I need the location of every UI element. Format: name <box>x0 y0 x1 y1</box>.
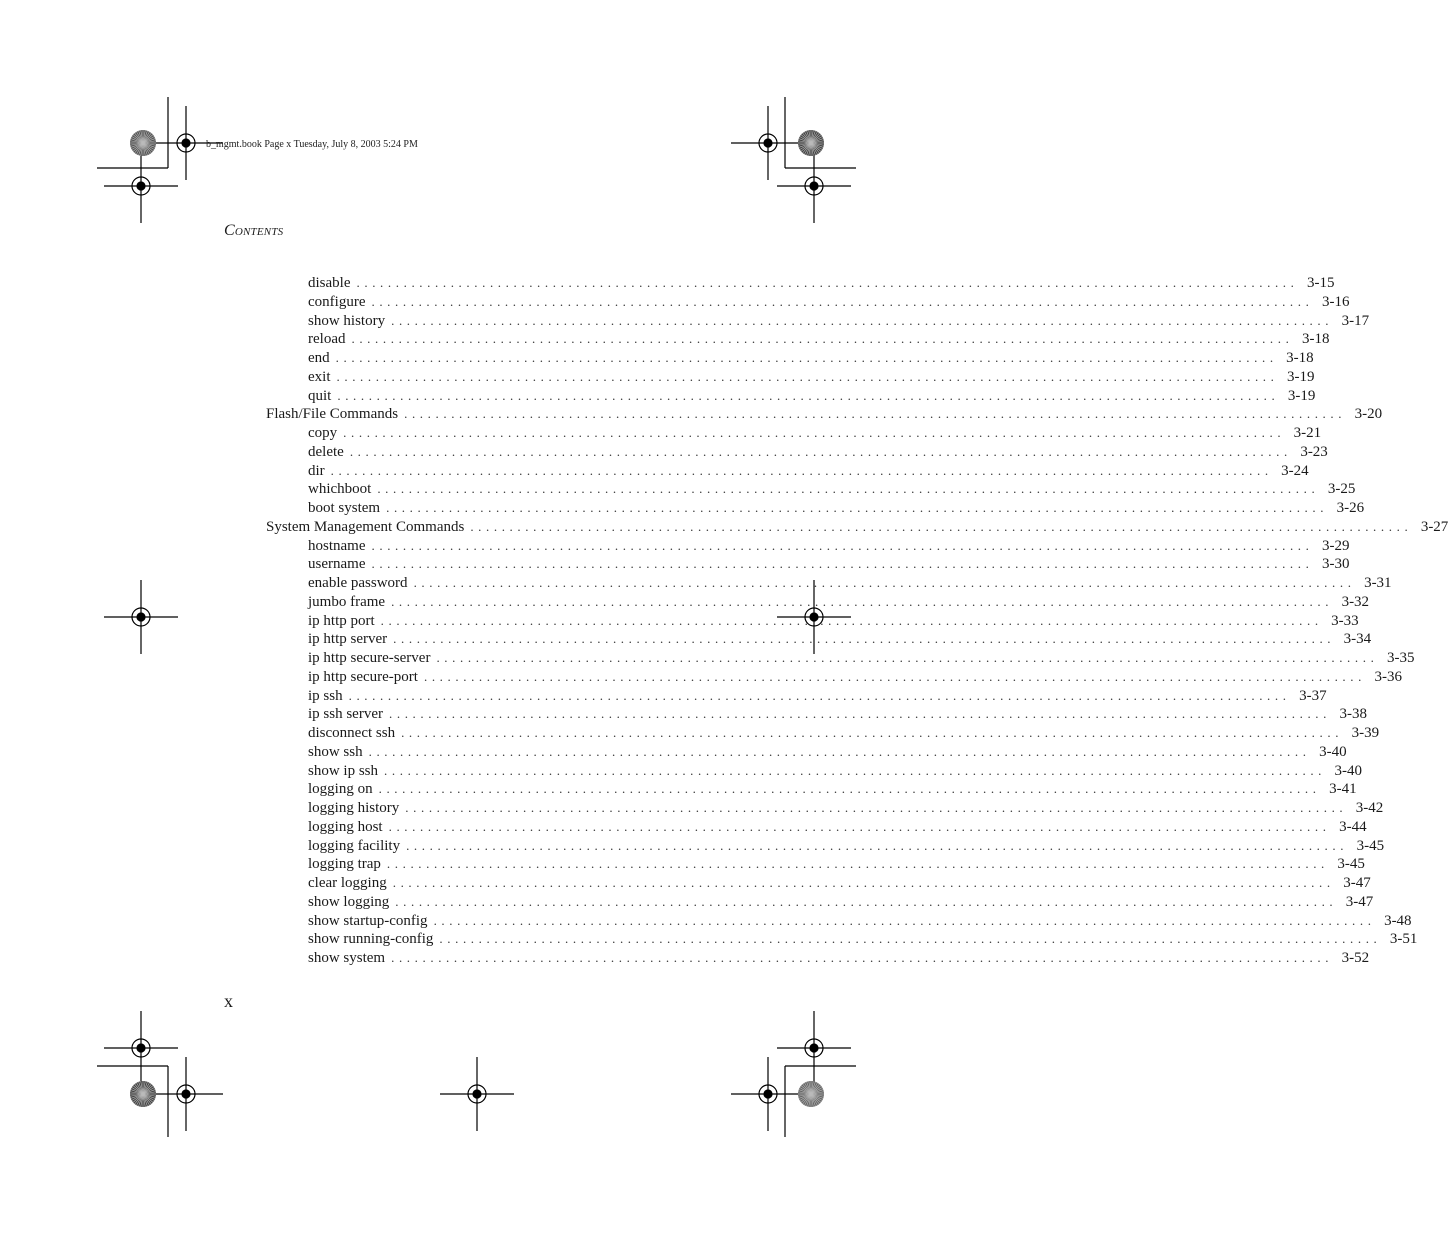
toc-entry <box>266 875 1371 894</box>
starburst-target-icon <box>798 130 824 156</box>
header-stamp: b_mgmt.book Page x Tuesday, July 8, 2003 5:24 PM <box>206 139 418 150</box>
toc-entry-label: show startup-config <box>308 912 428 929</box>
toc-entry-page: 3-25 <box>1327 481 1356 498</box>
registration-mark-icon <box>731 1057 805 1131</box>
toc-leader-dots: ........................................................................................................................ <box>413 575 1356 590</box>
toc-entry <box>266 800 1384 819</box>
toc-entry-page: 3-17 <box>1341 312 1370 329</box>
toc-leader-dots: ........................................................................................................................ <box>401 725 1344 740</box>
starburst-target-icon <box>130 130 156 156</box>
toc-entry-page: 3-36 <box>1374 668 1402 685</box>
toc-leader-dots: ........................................................................................................................ <box>439 931 1382 947</box>
toc-entry-label: exit <box>308 368 331 385</box>
toc-entry-page: 3-19 <box>1287 387 1316 404</box>
toc-entry <box>266 706 1367 725</box>
toc-entry-page: 3-41 <box>1329 781 1357 798</box>
toc-entry-page: 3-16 <box>1321 293 1350 310</box>
registration-mark-icon <box>104 580 178 654</box>
toc-entry-page: 3-35 <box>1386 650 1415 666</box>
toc-entry <box>266 368 1315 388</box>
toc-leader-dots: ........................................................................................................................ <box>343 425 1286 440</box>
toc-entry-label: end <box>308 350 330 366</box>
toc-leader-dots: ........................................................................................................................ <box>335 350 1278 365</box>
toc-entry-label: boot system <box>308 500 381 516</box>
toc-entry-page: 3-42 <box>1355 800 1384 816</box>
toc-leader-dots: ........................................................................................................................ <box>371 293 1314 309</box>
registration-mark-icon <box>777 1011 851 1085</box>
toc-entry-label: show running-config <box>308 931 434 948</box>
toc-entry <box>266 612 1359 632</box>
toc-entry <box>266 912 1412 932</box>
toc-entry-label: logging history <box>308 800 400 816</box>
toc-entry-page: 3-40 <box>1334 762 1363 779</box>
toc-entry <box>266 425 1322 444</box>
toc-entry-page: 3-47 <box>1345 893 1374 910</box>
toc-entry-page: 3-30 <box>1321 556 1350 573</box>
toc-entry <box>266 537 1350 557</box>
toc-entry-label: copy <box>308 425 338 441</box>
toc-entry-page: 3-52 <box>1341 950 1370 966</box>
toc-entry-label: ip ssh server <box>308 706 383 723</box>
toc-entry-page: 3-27 <box>1420 518 1448 535</box>
toc-leader-dots: ........................................................................................................................ <box>404 406 1347 422</box>
toc-leader-dots: ........................................................................................................................ <box>389 706 1331 722</box>
toc-entry-label: jumbo frame <box>308 593 386 610</box>
toc-entry-page: 3-45 <box>1337 856 1365 873</box>
toc-entry-label: show logging <box>308 893 390 910</box>
toc-entry-page: 3-37 <box>1299 687 1327 704</box>
section-title: Contents <box>224 222 284 239</box>
toc-leader-dots: ........................................................................................................................ <box>351 331 1294 347</box>
toc-entry-label: disable <box>308 275 351 291</box>
toc-leader-dots: ........................................................................................................................ <box>378 781 1321 797</box>
toc-leader-dots: ........................................................................................................................ <box>433 912 1376 928</box>
toc-entry <box>266 481 1356 500</box>
registration-mark-icon <box>777 149 851 223</box>
toc-leader-dots: ........................................................................................................................ <box>386 856 1329 872</box>
toc-entry <box>266 837 1385 857</box>
registration-mark-icon <box>104 149 178 223</box>
table-of-contents <box>266 275 1448 969</box>
toc-leader-dots: ........................................................................................................................ <box>371 537 1314 553</box>
toc-leader-dots: ........................................................................................................................ <box>423 668 1366 684</box>
toc-entry-label: ip http secure-port <box>308 668 418 685</box>
toc-entry <box>266 593 1370 613</box>
toc-leader-dots: ........................................................................................................................ <box>348 687 1291 703</box>
toc-entry-page: 3-29 <box>1322 537 1350 554</box>
toc-entry <box>266 387 1316 407</box>
page-number: x <box>224 991 233 1011</box>
toc-entry-page: 3-15 <box>1307 275 1335 291</box>
toc-leader-dots: ........................................................................................................................ <box>388 818 1331 834</box>
toc-leader-dots: ........................................................................................................................ <box>470 518 1413 534</box>
registration-mark-icon <box>149 1057 223 1131</box>
toc-entry <box>266 575 1392 594</box>
toc-entry-label: configure <box>308 293 366 310</box>
toc-entry <box>266 950 1370 969</box>
registration-mark-icon <box>104 1011 178 1085</box>
toc-entry-page: 3-40 <box>1319 743 1347 760</box>
toc-entry <box>266 406 1383 425</box>
toc-entry <box>266 293 1350 313</box>
toc-entry-page: 3-44 <box>1339 818 1367 835</box>
toc-entry-label: ip http secure-server <box>308 650 431 666</box>
toc-entry <box>266 462 1309 482</box>
toc-entry-label: disconnect ssh <box>308 725 396 741</box>
toc-entry-page: 3-34 <box>1343 631 1372 648</box>
toc-entry-label: quit <box>308 387 332 404</box>
toc-entry <box>266 818 1367 838</box>
toc-entry <box>266 725 1380 744</box>
toc-entry-page: 3-39 <box>1351 725 1380 741</box>
toc-entry-label: enable password <box>308 575 408 591</box>
toc-entry-page: 3-48 <box>1384 912 1412 929</box>
toc-entry <box>266 518 1448 538</box>
toc-entry-page: 3-51 <box>1389 931 1418 948</box>
toc-entry-label: ip ssh <box>308 687 343 704</box>
toc-leader-dots: ........................................................................................................................ <box>336 368 1279 384</box>
toc-entry-page: 3-47 <box>1343 875 1371 891</box>
toc-entry-page: 3-18 <box>1286 350 1314 366</box>
toc-entry-label: username <box>308 556 366 573</box>
toc-entry-label: show system <box>308 950 386 966</box>
toc-entry-page: 3-21 <box>1293 425 1322 441</box>
toc-entry <box>266 781 1357 800</box>
toc-leader-dots: ........................................................................................................................ <box>337 387 1280 403</box>
toc-entry-label: dir <box>308 462 325 479</box>
toc-leader-dots: ........................................................................................................................ <box>436 650 1379 665</box>
toc-entry-page: 3-24 <box>1281 462 1309 479</box>
toc-entry-page: 3-20 <box>1354 406 1383 423</box>
toc-entry-label: logging trap <box>308 856 381 873</box>
toc-leader-dots: ........................................................................................................................ <box>406 837 1349 853</box>
toc-leader-dots: ........................................................................................................................ <box>380 612 1323 628</box>
toc-entry-label: logging on <box>308 781 373 798</box>
toc-entry <box>266 556 1350 575</box>
toc-entry-label: delete <box>308 443 344 460</box>
toc-entry <box>266 743 1347 763</box>
toc-entry-label: Flash/File Commands <box>266 406 399 423</box>
toc-leader-dots: ........................................................................................................................ <box>395 893 1338 909</box>
toc-entry-label: hostname <box>308 537 366 554</box>
toc-entry-label: ip http port <box>308 612 375 629</box>
toc-leader-dots: ........................................................................................................................ <box>391 312 1334 328</box>
toc-entry-page: 3-23 <box>1300 443 1328 460</box>
toc-entry-page: 3-31 <box>1364 575 1392 591</box>
toc-entry <box>266 856 1365 875</box>
toc-entry-page: 3-32 <box>1341 593 1370 610</box>
toc-entry <box>266 631 1372 650</box>
toc-leader-dots: ........................................................................................................................ <box>391 593 1334 609</box>
toc-entry-label: show history <box>308 312 386 329</box>
toc-entry <box>266 762 1363 782</box>
toc-entry-page: 3-33 <box>1331 612 1359 629</box>
toc-leader-dots: ........................................................................................................................ <box>371 556 1314 572</box>
toc-entry <box>266 687 1327 707</box>
toc-leader-dots: ........................................................................................................................ <box>377 481 1320 497</box>
starburst-target-icon <box>798 1081 824 1107</box>
toc-entry-label: ip http server <box>308 631 388 648</box>
toc-entry-page: 3-18 <box>1301 331 1330 348</box>
toc-entry-label: show ssh <box>308 743 363 760</box>
toc-entry <box>266 275 1335 294</box>
toc-entry-page: 3-45 <box>1356 837 1385 854</box>
toc-entry-label: whichboot <box>308 481 372 498</box>
toc-entry <box>266 650 1415 669</box>
toc-leader-dots: ........................................................................................................................ <box>356 275 1299 290</box>
toc-leader-dots: ........................................................................................................................ <box>368 743 1311 759</box>
toc-entry-label: show ip ssh <box>308 762 379 779</box>
toc-entry <box>266 312 1370 332</box>
toc-entry <box>266 443 1328 463</box>
registration-mark-icon <box>731 106 805 180</box>
toc-entry <box>266 931 1418 950</box>
toc-entry <box>266 350 1314 369</box>
toc-entry-page: 3-26 <box>1336 500 1365 516</box>
toc-leader-dots: ........................................................................................................................ <box>392 875 1335 890</box>
toc-entry <box>266 668 1402 688</box>
toc-entry <box>266 893 1374 913</box>
toc-entry-label: reload <box>308 331 346 348</box>
starburst-target-icon <box>130 1081 156 1107</box>
toc-entry-label: logging facility <box>308 837 401 854</box>
toc-leader-dots: ........................................................................................................................ <box>386 500 1329 515</box>
toc-leader-dots: ........................................................................................................................ <box>391 950 1334 965</box>
registration-mark-icon <box>440 1057 514 1131</box>
toc-entry-label: System Management Commands <box>266 518 465 535</box>
toc-entry-page: 3-38 <box>1339 706 1367 723</box>
toc-entry-label: logging host <box>308 818 383 835</box>
toc-entry <box>266 331 1330 350</box>
toc-leader-dots: ........................................................................................................................ <box>330 462 1273 478</box>
toc-entry-page: 3-19 <box>1287 368 1315 385</box>
toc-leader-dots: ........................................................................................................................ <box>393 631 1336 647</box>
toc-leader-dots: ........................................................................................................................ <box>405 800 1348 815</box>
toc-leader-dots: ........................................................................................................................ <box>349 443 1292 459</box>
toc-entry-label: clear logging <box>308 875 387 891</box>
toc-entry <box>266 500 1365 519</box>
toc-leader-dots: ........................................................................................................................ <box>384 762 1327 778</box>
